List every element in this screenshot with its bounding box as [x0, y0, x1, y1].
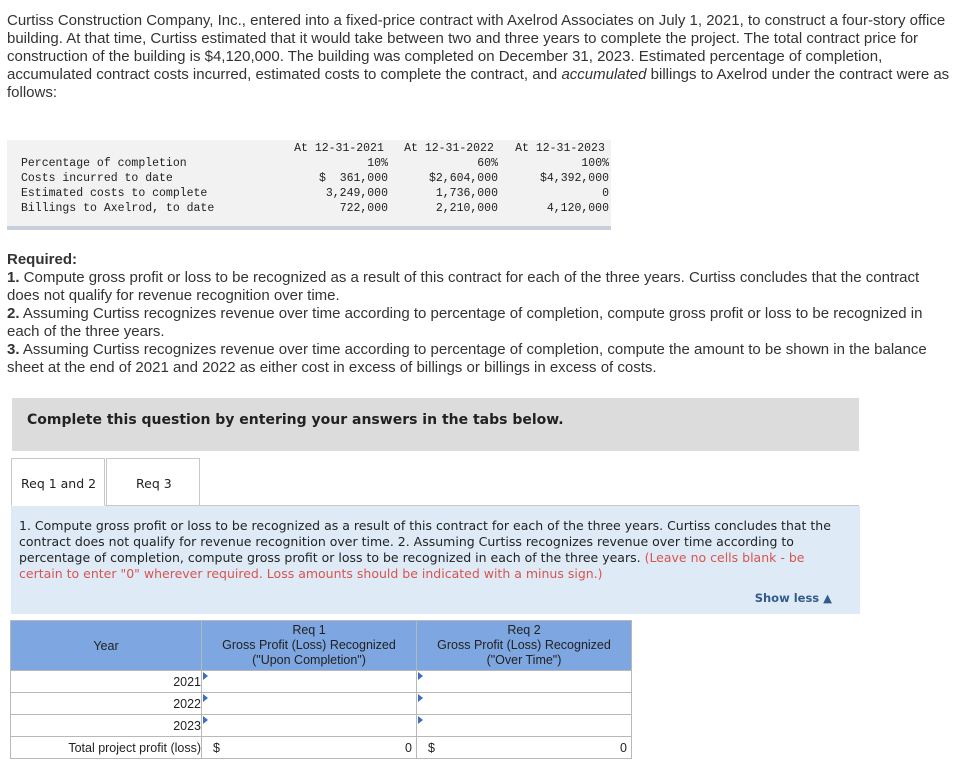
req1-header: Req 1 Gross Profit (Loss) Recognized ("Upon Completion") [202, 621, 417, 671]
required-item-2: 2. Assuming Curtiss recognizes revenue over time according to percentage of completion, compute gross profit or loss to be recognized in each of the three years. [7, 305, 923, 340]
triangle-up-icon: ▲ [819, 591, 832, 605]
req2-2021-input[interactable] [417, 671, 632, 693]
instruction-banner: Complete this question by entering your answers in the tabs below. [12, 398, 859, 451]
req2-2023-input[interactable] [417, 715, 632, 737]
year-header: Year [11, 621, 202, 671]
tab-req-3[interactable]: Req 3 [106, 458, 200, 506]
required-item-3: 3. Assuming Curtiss recognizes revenue over time according to percentage of completion, compute the amount to be shown in the balance sheet at the end of 2021 and 2022 as either cost in excess of billings or billings in excess of costs. [7, 341, 927, 376]
column-2021: At 12-31-2021 10% $ 361,000 3,249,000 722,000 [294, 142, 388, 215]
req1-2022-input[interactable] [202, 693, 417, 715]
req1-2023-input[interactable] [202, 715, 417, 737]
total-row: Total project profit (loss) $ 0 $ 0 [11, 737, 632, 759]
row-labels: Percentage of completion Costs incurred to date Estimated costs to complete Billings to Axelrod, to date [21, 157, 215, 215]
instruction-panel: 1. Compute gross profit or loss to be recognized as a result of this contract for each of the three years. Curtiss concludes that the contract does not qualify for revenue recognition over time. 2. Assuming Curtiss recognizes revenue over time according to percentage of completion, compute gross profit or loss to be recognized in each of the three years. (Leave no cells blank - be certain to enter "0" wherever required. Loss amounts should be indicated with a minus sign.) Show less ▲ [11, 506, 860, 614]
required-section: Required: 1. Compute gross profit or loss to be recognized as a result of this contract for each of the three years. Curtiss concludes that the contract does not qualify for revenue recognition over time. 2. Assuming Curtiss recognizes revenue over time according to percentage of completion, compute gross profit or loss to be recognized in each of the three years. 3. Assuming Curtiss recognizes revenue over time according to percentage of completion, compute the amount to be shown in the balance sheet at the end of 2021 and 2022 as either cost in excess of billings or billings in excess of costs. [7, 251, 952, 377]
contract-data-table [7, 140, 611, 230]
req2-header: Req 2 Gross Profit (Loss) Recognized ("Over Time") [417, 621, 632, 671]
table-row: 2023 [11, 715, 632, 737]
table-row: 2021 [11, 671, 632, 693]
tab-req-1-and-2[interactable]: Req 1 and 2 [11, 458, 105, 506]
table-row: 2022 [11, 693, 632, 715]
column-2023: At 12-31-2023 100% $4,392,000 0 4,120,000 [515, 142, 609, 215]
instruction-note: (Leave no cells blank - be certain to enter "0" wherever required. Loss amounts should be indicated with a minus sign.) [19, 550, 805, 581]
req2-2022-input[interactable] [417, 693, 632, 715]
req1-2021-input[interactable] [202, 671, 417, 693]
req2-total: $ 0 [417, 737, 632, 759]
column-2022: At 12-31-2022 60% $2,604,000 1,736,000 2,210,000 [404, 142, 498, 215]
req1-total: $ 0 [202, 737, 417, 759]
problem-intro: Curtiss Construction Company, Inc., entered into a fixed-price contract with Axelrod Associates on July 1, 2021, to construct a four-story office building. At that time, Curtiss estimated that it would take between two and three years to complete the project. The total contract price for construction of the building is $4,120,000. The building was completed on December 31, 2023. Estimated percentage of completion, accumulated contract costs incurred, estimated costs to complete the contract, and accumulated billings to Axelrod under the contract were as follows: [7, 12, 950, 101]
required-item-1: 1. Compute gross profit or loss to be recognized as a result of this contract for each of the three years. Curtiss concludes that the contract does not qualify for revenue recognition over time. [7, 269, 920, 304]
show-less-link[interactable]: Show less ▲ [754, 591, 832, 605]
answer-table [10, 620, 632, 759]
